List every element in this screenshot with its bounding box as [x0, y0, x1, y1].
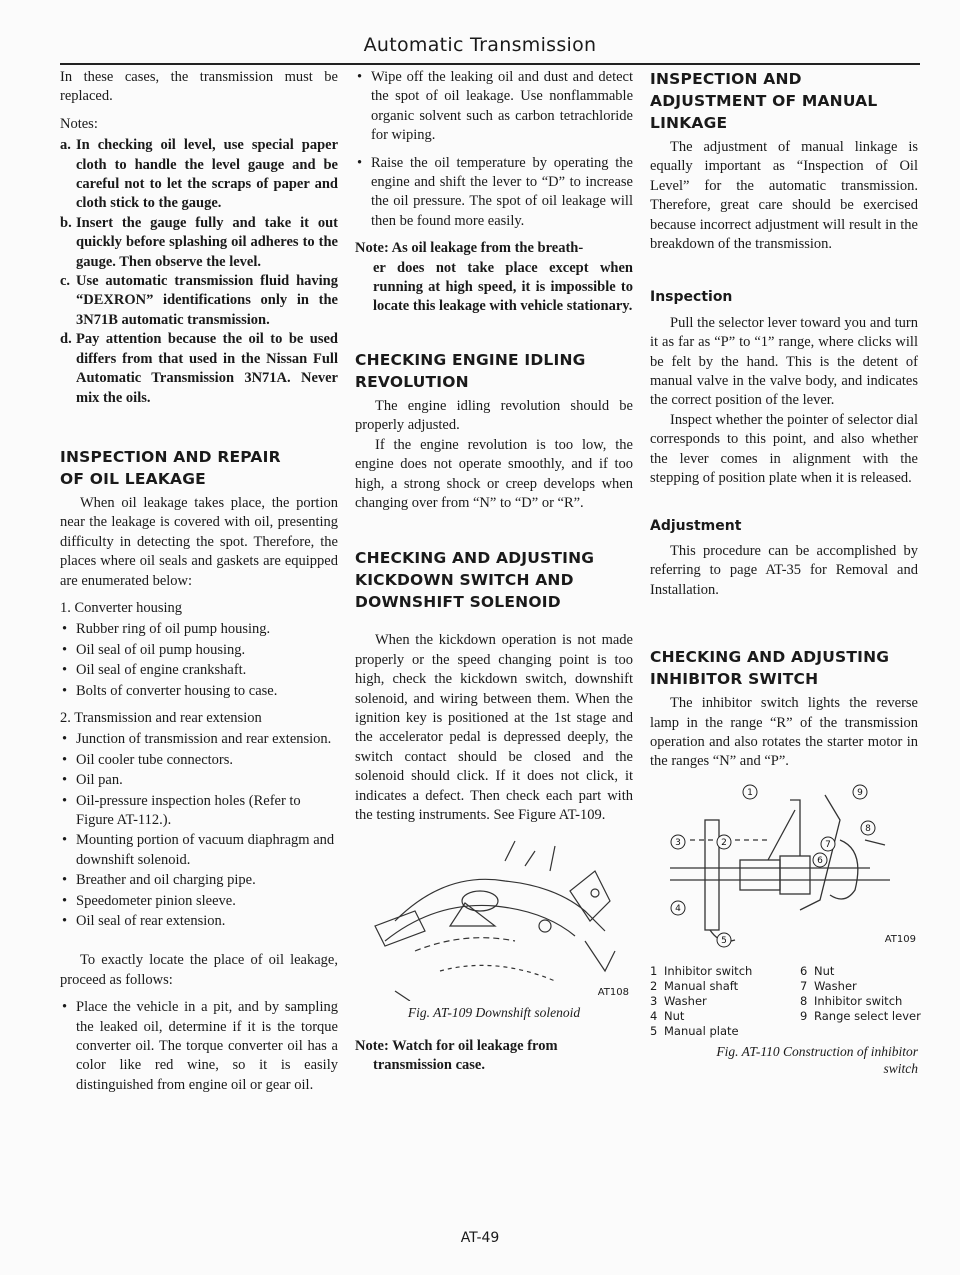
legend-text: Inhibitor switch: [814, 993, 903, 1008]
column-1: [60, 68, 338, 1103]
legend-number: 3: [650, 993, 658, 1008]
legend-number: 8: [800, 993, 808, 1008]
figure-legend: [650, 963, 921, 1039]
page-number: AT-49: [460, 1230, 500, 1246]
figure-caption: [650, 1043, 918, 1077]
legend-item: [800, 979, 857, 993]
list-item: • Raise the oil temperature by operating the engine and shift the lever to “D” to increase the oil pressure. The spot of oil leakage will then be found more easily.: [355, 154, 633, 232]
note-text: In checking oil level, use special paper cloth to handle the level gauge and be careful not to let the scraps of paper and cloth stick to the gauge.: [76, 137, 338, 212]
section-title-kickdown: [355, 547, 633, 613]
note-text: Use automatic transmission fluid having “DEXRON” identifications only in the 3N71B automatic transmission.: [76, 273, 338, 328]
callout-number-4: 4: [675, 903, 681, 914]
list-item: • Oil seal of engine crankshaft.: [60, 661, 338, 680]
legend-number: 9: [800, 1008, 808, 1023]
list-item: • Wipe off the leaking oil and dust and detect the spot of oil leakage. Use nonflammable organic solvent such as carbon tetrachloride for wiping.: [355, 68, 633, 146]
note-label: a.: [60, 137, 71, 154]
breather-note: [355, 239, 633, 317]
adjustment-heading: Adjustment: [650, 517, 742, 534]
legend-left: [650, 964, 800, 1039]
note-item: [60, 272, 338, 330]
legend-item: [800, 994, 902, 1008]
legend-text: Nut: [814, 963, 835, 978]
transmission-case-note: [355, 1037, 633, 1076]
note-line: Note: Watch for oil leakage from: [355, 1037, 558, 1054]
note-line: transmission case.: [373, 1057, 485, 1074]
legend-number: 7: [800, 978, 808, 993]
callout-number-8: 8: [865, 823, 871, 834]
idling-paragraph-2: If the engine revolution is too low, the engine does not operate smoothly, and if too high, a strong shock or creep develops when changing over from “N” to “D” or “R”.: [355, 436, 633, 511]
section-title-line: LINKAGE: [650, 114, 728, 132]
page-header-title: Automatic Transmission: [363, 34, 597, 56]
list-item: • Oil seal of oil pump housing.: [60, 641, 338, 660]
callout-number-5: 5: [721, 935, 727, 946]
note-label: b.: [60, 214, 72, 231]
column-2: [355, 68, 633, 1086]
legend-text: Manual shaft: [664, 978, 739, 993]
section-title-line: INSPECTION AND: [650, 70, 802, 88]
section-title-line: CHECKING ENGINE IDLING: [355, 350, 586, 369]
note-line: er does not take place except when running at high speed, it is impossible to locate this leakage with vehicle stationary.: [373, 259, 633, 315]
note-text: Pay attention because the oil to be used differs from that used in the Nissan Full Automatic Transmission 3N71A. Never mix the oils.: [76, 331, 338, 406]
legend-text: Range select lever: [814, 1008, 921, 1023]
section-title-line: CHECKING AND ADJUSTING: [355, 549, 595, 568]
list-item: • Mounting portion of vacuum diaphragm and downshift solenoid.: [60, 831, 338, 870]
header-rule: [60, 63, 920, 65]
callout-number-6: 6: [817, 855, 823, 866]
list-item: • Breather and oil charging pipe.: [60, 871, 338, 890]
section-title-line: INSPECTION AND REPAIR: [60, 447, 281, 466]
note-line: Note: As oil leakage from the breath-: [355, 240, 584, 257]
locate-paragraph: To exactly locate the place of oil leakage, proceed as follows:: [60, 952, 338, 988]
legend-text: Washer: [664, 993, 707, 1008]
legend-number: 2: [650, 978, 658, 993]
list-item: • Oil cooler tube connectors.: [60, 751, 338, 770]
list-item: • Oil-pressure inspection holes (Refer to Figure AT-112.).: [60, 792, 338, 831]
section-title-inhibitor: [650, 646, 918, 690]
legend-number: 1: [650, 963, 658, 978]
note-item: [60, 136, 338, 214]
legend-item: [650, 979, 738, 993]
figure-caption: Fig. AT-109 Downshift solenoid: [407, 1005, 581, 1021]
legend-right: [800, 963, 921, 1039]
legend-item: [650, 994, 707, 1008]
section-title-line: OF OIL LEAKAGE: [60, 469, 206, 488]
caption-line: switch: [883, 1060, 918, 1076]
group-1-list: [60, 620, 338, 701]
legend-number: 4: [650, 1008, 658, 1023]
legend-number: 5: [650, 1023, 658, 1038]
oil-leakage-paragraph: When oil leakage takes place, the portion near the leakage is covered with oil, presenting difficulty in detecting the spot. Therefore, the places where oil seals and gaskets are equipped are enumerated below:: [60, 494, 338, 589]
section-title-line: CHECKING AND ADJUSTING: [650, 648, 890, 667]
adjustment-paragraph: This procedure can be accomplished by referring to page AT-35 for Removal and Installation.: [650, 542, 918, 598]
kickdown-paragraph: When the kickdown operation is not made properly or the speed changing point is too high, check the kickdown switch, downshift solenoid, and wiring between them. When the ignition key is positioned at the 1st stage and the accelerator pedal is depressed deeply, the switch contact should be closed and the solenoid should click. If it does not click, it indicates a defect. Then check each part with the testing instruments. See Figure AT-109.: [355, 632, 633, 823]
note-label: d.: [60, 331, 72, 348]
legend-item: [650, 1024, 739, 1038]
section-title-line: INHIBITOR SWITCH: [650, 670, 819, 689]
legend-item: [800, 1009, 921, 1023]
inhibitor-switch-figure: [650, 780, 918, 958]
section-title-manual-linkage: [650, 68, 918, 134]
inhibitor-paragraph: The inhibitor switch lights the reverse lamp in the range “R” of the transmission operation and also rotates the starter motor in the ranges “N” and “P”.: [650, 695, 918, 770]
list-item: • Oil pan.: [60, 771, 338, 790]
note-item: [60, 330, 338, 408]
list-item: • Rubber ring of oil pump housing.: [60, 620, 338, 639]
note-item: [60, 214, 338, 272]
section-title-line: KICKDOWN SWITCH AND: [355, 571, 574, 590]
notes-list: [60, 136, 338, 408]
legend-item: [650, 1009, 684, 1023]
list-item: • Place the vehicle in a pit, and by sampling the leaked oil, determine if it is the torque converter oil. The torque converter oil has a color like red wine, so it is easily distinguished from engine oil or gear oil.: [60, 998, 338, 1095]
callout-number-3: 3: [675, 837, 681, 848]
callout-number-7: 7: [825, 839, 831, 850]
intro-paragraph: In these cases, the transmission must be replaced.: [60, 69, 338, 105]
legend-text: Inhibitor switch: [664, 963, 753, 978]
section-title-line: REVOLUTION: [355, 372, 469, 391]
manual-linkage-paragraph: The adjustment of manual linkage is equally important as “Inspection of Oil Level” for the automatic transmission. Therefore, great care should be exercised because incorrect adjustment will result in the breakdown of the transmission.: [650, 139, 918, 253]
idling-paragraph-1: The engine idling revolution should be properly adjusted.: [355, 397, 633, 434]
list-item: • Oil seal of rear extension.: [60, 912, 338, 931]
figure-code: AT109: [884, 933, 916, 945]
callout-number-9: 9: [857, 787, 863, 798]
column-3: [650, 68, 921, 1077]
note-text: Insert the gauge fully and take it out quickly before splashing oil adheres to the gauge. Then observe the level.: [76, 214, 338, 270]
section-title-line: DOWNSHIFT SOLENOID: [355, 593, 561, 612]
note-label: c.: [60, 273, 71, 290]
section-title-oil-leakage: [60, 446, 338, 490]
list-item: • Junction of transmission and rear extension.: [60, 730, 338, 749]
inspection-paragraph-1: Pull the selector lever toward you and turn it as far as “P” to “1” range, where clicks will be felt by the hand. This is the detent of manual valve in the valve body, and indicates the correct position of the lever.: [650, 314, 918, 409]
locate-list: [60, 998, 338, 1095]
leak-check-list: [355, 68, 633, 231]
downshift-solenoid-drawing: [355, 831, 633, 1001]
group-2-list: [60, 730, 338, 931]
group-1-title: 1. Converter housing: [60, 599, 183, 616]
legend-number: 6: [800, 963, 808, 978]
downshift-solenoid-figure: [355, 831, 633, 1001]
list-item: • Bolts of converter housing to case.: [60, 682, 338, 701]
list-item: • Speedometer pinion sleeve.: [60, 892, 338, 911]
legend-text: Manual plate: [664, 1023, 739, 1038]
inhibitor-switch-drawing: [650, 780, 918, 958]
inspection-heading: Inspection: [650, 289, 733, 306]
figure-code: AT108: [597, 987, 629, 999]
inspection-paragraph-2: Inspect whether the pointer of selector dial corresponds to this point, and also whether the lever comes in alignment with the stepping of position plate when it is released.: [650, 411, 919, 487]
callout-number-2: 2: [721, 837, 727, 848]
legend-text: Nut: [664, 1008, 685, 1023]
notes-label: Notes:: [60, 115, 98, 132]
group-2-title: 2. Transmission and rear extension: [60, 709, 262, 726]
legend-item: [650, 964, 752, 978]
section-title-line: ADJUSTMENT OF MANUAL: [650, 92, 878, 110]
section-title-idling: [355, 349, 633, 393]
legend-item: [800, 964, 834, 978]
legend-text: Washer: [814, 978, 857, 993]
caption-line: Fig. AT-110 Construction of inhibitor: [716, 1043, 918, 1059]
callout-number-1: 1: [747, 787, 753, 798]
